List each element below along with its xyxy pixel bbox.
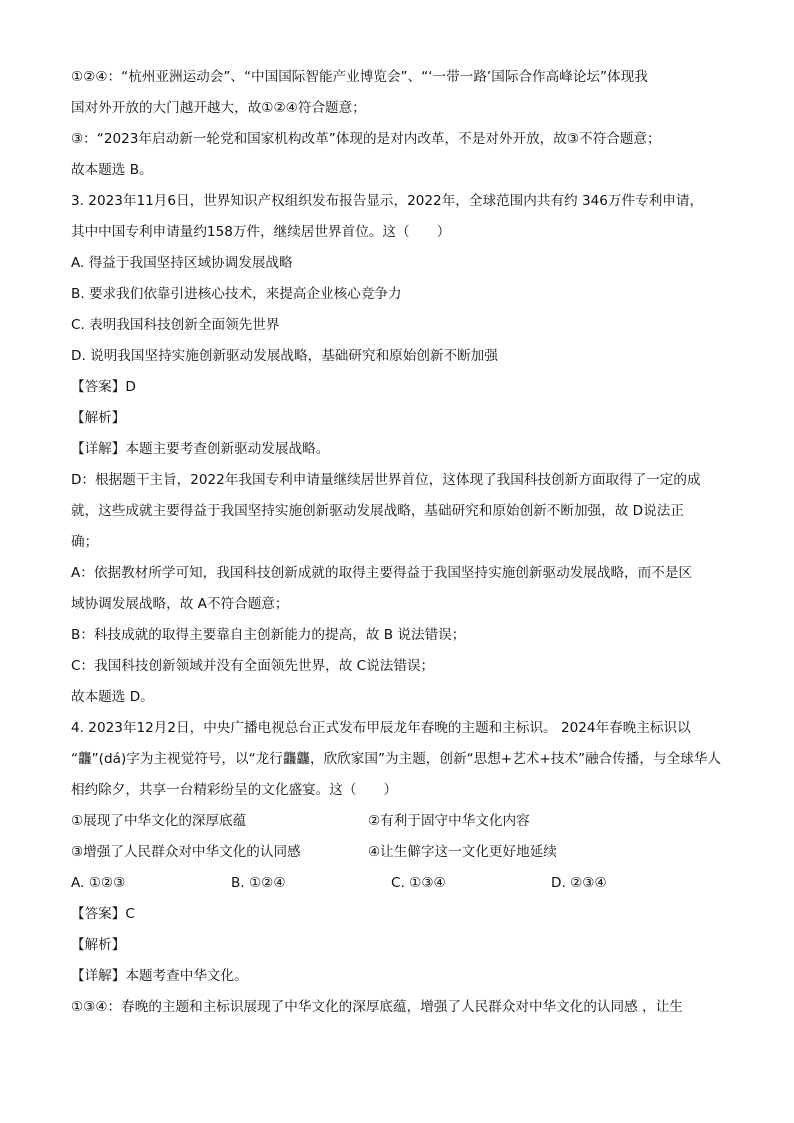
analysis-label: 【解析】 — [71, 410, 126, 426]
option-d: D. 说明我国坚持实施创新驱动发展战略，基础研究和原始创新不断加强 — [71, 348, 498, 364]
question-4-stem: 相约除夕，共享一台精彩纷呈的文化盛宴。这（ ） — [71, 782, 398, 798]
text-line: 域协调发展战略，故 A不符合题意； — [71, 596, 289, 612]
text-line: 故本题选 D。 — [71, 689, 154, 705]
statement-4: ④让生僻字这一文化更好地延续 — [368, 844, 557, 860]
option-b: B. 要求我们依靠引进核心技术，来提高企业核心竞争力 — [71, 286, 402, 302]
option-c: C. 表明我国科技创新全面领先世界 — [71, 317, 280, 333]
detail-text: 【详解】本题主要考查创新驱动发展战略。 — [71, 441, 330, 457]
text-line: 国对外开放的大门越开越大，故①②④符合题意； — [71, 100, 366, 116]
statement-2: ②有利于固守中华文化内容 — [368, 813, 530, 829]
choice-c: C. ①③④ — [391, 875, 446, 891]
document-page — [71, 62, 727, 1023]
text-line: B：科技成就的取得主要靠自主创新能力的提高，故 B 说法错误； — [71, 627, 466, 643]
text-line: ①③④：春晚的主题和主标识展现了中华文化的深厚底蕴，增强了人民群众对中华文化的认同感 ，让生 — [71, 999, 683, 1015]
answer-label: 【答案】D — [71, 379, 136, 395]
detail-text: 【详解】本题考查中华文化。 — [71, 968, 248, 984]
question-4-stem: “龘”(dá)字为主视觉符号，以“龙行龘龘，欣欣家国”为主题，创新“思想+艺术+技术”融合传播，与全球华人 — [71, 751, 721, 767]
text-line: A：依据教材所学可知，我国科技创新成就的取得主要得益于我国坚持实施创新驱动发展战略，而不是区 — [71, 565, 693, 581]
analysis-label: 【解析】 — [71, 937, 126, 953]
statement-3: ③增强了人民群众对中华文化的认同感 — [71, 844, 301, 860]
question-3-stem: 3. 2023年11月6日，世界知识产权组织发布报告显示，2022年，全球范围内共有约 346万件专利申请， — [71, 193, 704, 209]
text-line: 确； — [71, 534, 99, 550]
text-line: ③：“2023年启动新一轮党和国家机构改革”体现的是对内改革，不是对外开放，故③不符合题意； — [71, 131, 661, 147]
answer-label: 【答案】C — [71, 906, 135, 922]
choice-row — [71, 868, 727, 899]
text-line: 故本题选 B。 — [71, 162, 153, 178]
choice-d: D. ②③④ — [551, 875, 607, 891]
statement-row — [71, 837, 727, 868]
choice-a: A. ①②③ — [71, 875, 126, 891]
text-line: 就，这些成就主要得益于我国坚持实施创新驱动发展战略，基础研究和原始创新不断加强，故 D说法正 — [71, 503, 684, 519]
text-line: D：根据题干主旨，2022年我国专利申请量继续居世界首位，这体现了我国科技创新方面取得了一定的成 — [71, 472, 701, 488]
statement-1: ①展现了中华文化的深厚底蕴 — [71, 813, 247, 829]
question-4-stem: 4. 2023年12月2日，中央广播电视总台正式发布甲辰龙年春晚的主题和主标识。 2024年春晚主标识以 — [71, 720, 691, 736]
question-3-stem: 其中中国专利申请量约158万件，继续居世界首位。这（ ） — [71, 224, 451, 240]
choice-b: B. ①②④ — [231, 875, 286, 891]
option-a: A. 得益于我国坚持区域协调发展战略 — [71, 255, 293, 271]
text-line: ①②④：“杭州亚洲运动会”、“中国国际智能产业博览会”、“‘一带一路’国际合作高峰论坛”体现我 — [71, 69, 648, 85]
text-line: C：我国科技创新领域并没有全面领先世界，故 C说法错误； — [71, 658, 435, 674]
statement-row — [71, 806, 727, 837]
